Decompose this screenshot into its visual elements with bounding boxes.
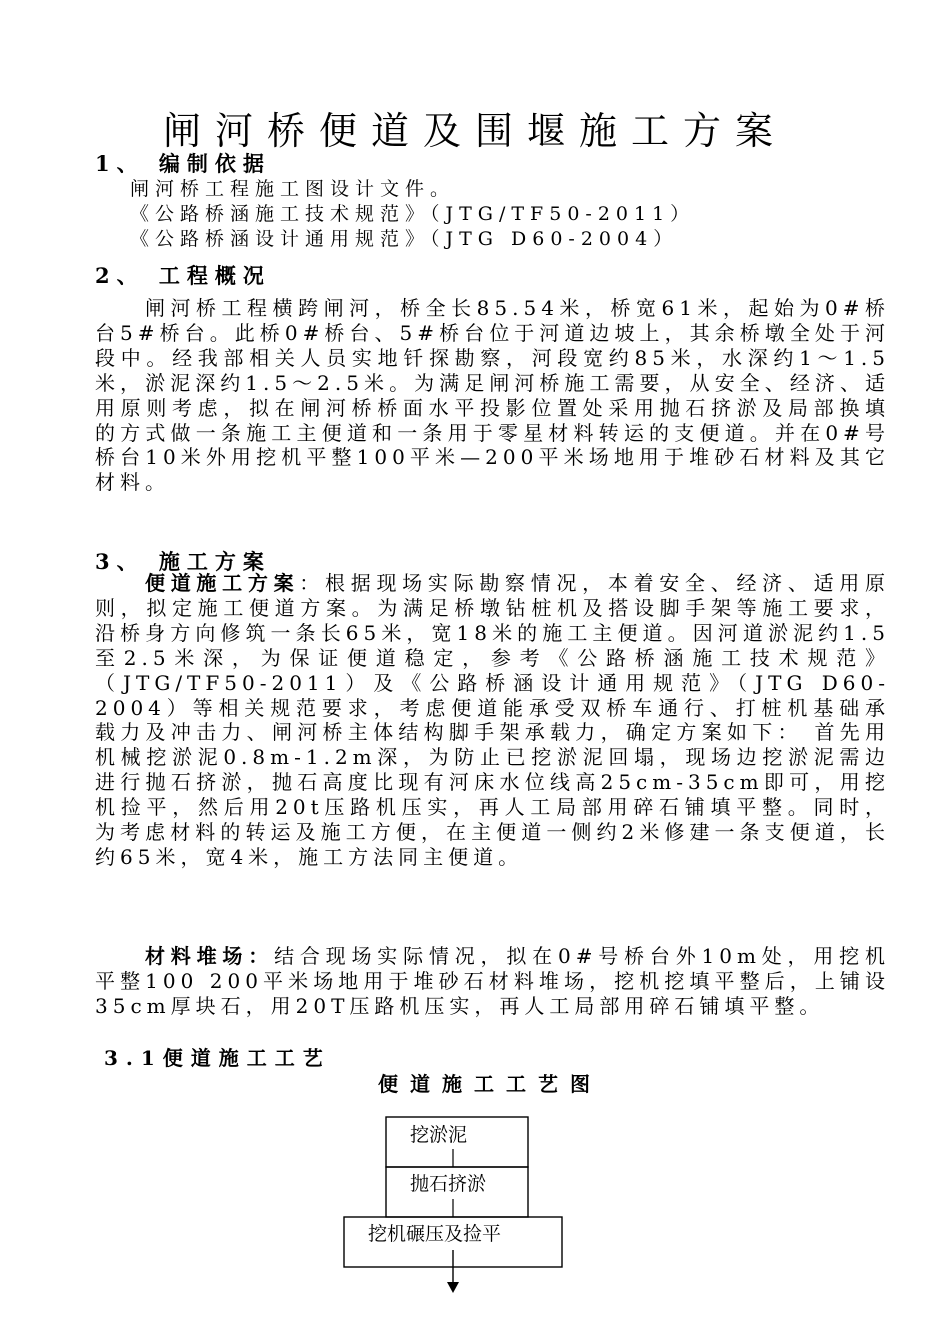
section-2-body: 闸河桥工程横跨闸河，桥全长85.54米，桥宽61米，起始为0#桥台5#桥台。此桥0#桥台、5#桥台位于河道边坡上，其余桥墩全处于河段中。经我部相关人员实地钎探勘察，河段宽约85米，水深约1～1.5米，淤泥深约1.5～2.5米。为满足闸河桥施工需要，从安全、经济、适用原则考虑，拟在闸河桥桥面水平投影位置处采用抛石挤淤及局部换填的方式做一条施工主便道和一条用于零星材料转运的支便道。并在0#号桥台10米外用挖机平整100平米—200平米场地用于堆砂石材料及其它材料。 (95, 296, 890, 495)
reference-line-1: 闸河桥工程施工图设计文件。 (130, 178, 456, 200)
section-2-heading: 2、 工程概况 (95, 263, 271, 288)
section-3-heading: 3、 施工方案 (95, 549, 271, 574)
material-yard-body: 结合现场实际情况，拟在0#号桥台外10m处，用挖机平整100 200平米场地用于堆砂石材料堆场，挖机挖填平整后，上铺设35cm厚块石，用20T压路机压实，再人工局部用碎石铺填平整。 (95, 944, 890, 1018)
flow-arrow-head (447, 1282, 459, 1293)
reference-line-2: 《公路桥涵施工技术规范》（JTG/TF50-2011） (130, 203, 696, 225)
flow-step-3: 挖机碾压及捡平 (368, 1223, 502, 1245)
road-plan-body: ：根据现场实际勘察情况，本着安全、经济、适用原则，拟定施工便道方案。为满足桥墩钻桩机及搭设脚手架等施工要求，沿桥身方向修筑一条长65米，宽18米的施工主便道。因河道淤泥约1.5至2.5米深，为保证便道稳定，参考《公路桥涵施工技术规范》（JTG/TF50-2011）及《公路桥涵设计通用规范》（JTG D60-2004）等相关规范要求，考虑便道能承受双桥车通行、打桩机基础承载力及冲击力、闸河桥主体结构脚手架承载力，确定方案如下： 首先用机械挖淤泥0.8m-1.2m深，为防止已挖淤泥回塌，现场边挖淤泥需边进行抛石挤淤，抛石高度比现有河床水位线高25cm-35cm即可，用挖机捡平，然后用20t压路机压实，再人工局部用碎石铺填平整。同时，为考虑材料的转运及施工方便，在主便道一侧约2米修建一条支便道，长约65米，宽4米，施工方法同主便道。 (95, 571, 891, 869)
reference-line-3: 《公路桥涵设计通用规范》（JTG D60-2004） (130, 228, 679, 250)
flow-step-1: 挖淤泥 (410, 1124, 468, 1146)
document-title: 闸河桥便道及围堰施工方案 (162, 109, 787, 153)
flowchart-title: 便道施工工艺图 (378, 1072, 602, 1096)
flow-step-2: 抛石挤淤 (410, 1173, 487, 1195)
section-1-heading: 1、 编制依据 (95, 151, 271, 176)
section-3-1-heading: 3.1便道施工工艺 (104, 1046, 331, 1070)
road-plan-lead: 便道施工方案 (145, 571, 300, 595)
material-yard-lead: 材料堆场： (145, 944, 275, 968)
